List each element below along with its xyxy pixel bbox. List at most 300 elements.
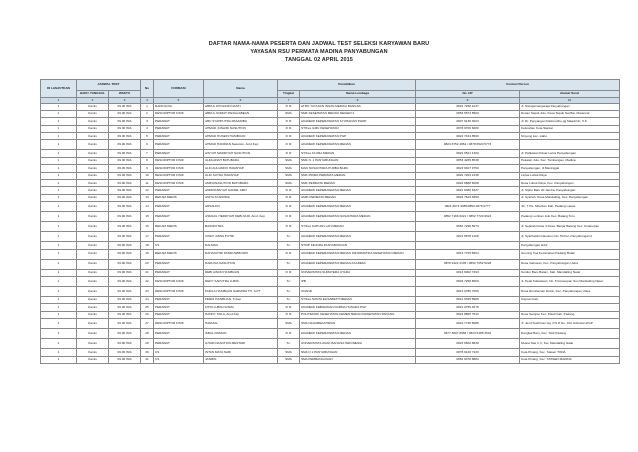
cell-no: 2 [141, 110, 154, 117]
cell-hari: Kamis [77, 194, 109, 201]
cell-formasi: PERAWAT [154, 259, 204, 269]
cell-nama: AISYAH MARDIYAH NASUTION [204, 150, 278, 157]
cell-no: 30 [141, 349, 154, 356]
cell-alamat: Jl. Sejarah Kelas 4 Desa. Banjar Batang Kec. Kotanopan [520, 222, 620, 232]
cell-no: 5 [141, 133, 154, 140]
cell-dl: 1 [41, 187, 77, 194]
report-header [0, 40, 638, 64]
cell-tingkat: SMA [278, 356, 300, 363]
cell-nama: AHMAD HADRIAN Nasution, Amd.Kep [204, 140, 278, 150]
cell-nama: AMINUNASUTION BATUBARA [204, 180, 278, 187]
cell-hari: Kamis [77, 110, 109, 117]
cell-hp: 0822 7258 8060 [416, 276, 520, 286]
cell-lembaga: AKADEMI KEPERAWATAN NUSANTARA MEDAN [300, 212, 416, 222]
table-row [41, 103, 620, 110]
table-row [41, 296, 620, 303]
cell-no: 10 [141, 172, 154, 179]
cell-alamat: Jl. Jend Sudirman Gg. P.S D No. 10A Gabusan PGP [520, 319, 620, 329]
cell-nama: ASMAUL HEDDIYAH DEBI NUR, Amd. Kep [204, 212, 278, 222]
table-row [41, 118, 620, 125]
cell-formasi: PERAWAT [154, 296, 204, 303]
cell-dl: 1 [41, 118, 77, 125]
cell-tingkat: D III [278, 150, 300, 157]
cell-formasi: DESCRIPTOR FISIK [154, 157, 204, 164]
cell-nama: ALFAUZIAH BATUBARA [204, 157, 278, 164]
cell-tingkat: D III [278, 304, 300, 311]
cell-hp: 0823 6500 8838 [416, 339, 520, 349]
cell-tingkat: D III [278, 187, 300, 194]
cell-tingkat: S I [278, 286, 300, 296]
cell-waktu: 09.00 Wib [109, 329, 141, 339]
cell-formasi: DESCRIPTOR FISIK [154, 172, 204, 179]
cell-lembaga: SMK PRIMA PERMATA MEDAN [300, 172, 416, 179]
table-row [41, 125, 620, 132]
cell-formasi: PERAWAT [154, 133, 204, 140]
cell-formasi: PERAWAT [154, 304, 204, 311]
col-pendidikan: Pendidikan [278, 80, 416, 91]
cell-tingkat: D III [278, 103, 300, 110]
cell-alamat: Dangkal Baru, Kec. Sirik Padang [520, 329, 620, 339]
cell-waktu: 09.00 Wib [109, 222, 141, 232]
cell-tingkat: D III [278, 125, 300, 132]
cell-lembaga: STIKes SANTA ELISABETH MEDAN [300, 296, 416, 303]
cell-tingkat: S I [278, 339, 300, 349]
cell-hari: Kamis [77, 133, 109, 140]
cell-waktu: 09.00 Wib [109, 311, 141, 318]
table-row [41, 232, 620, 242]
cell-lembaga: SMK PERMATA MEDAN [300, 180, 416, 187]
column-number: 3 [109, 98, 141, 104]
cell-formasi: REKAM MEDIS [154, 222, 204, 232]
col-no: No [141, 80, 154, 98]
cell-no: 3 [141, 118, 154, 125]
cell-nama: ALDI SUTRA HARAHAP [204, 172, 278, 179]
cell-alamat: Sinyong kec. siabu [520, 133, 620, 140]
cell-lembaga: AKADEMI KEPERAWATAN MEDAN [300, 202, 416, 212]
cell-nama: ANDRIANSYAH DANIEL AMN [204, 187, 278, 194]
cell-waktu: 09.00 Wib [109, 212, 141, 222]
participants-table [40, 79, 620, 364]
cell-dl: 1 [41, 172, 77, 179]
cell-nama: DALMAN [204, 242, 278, 249]
cell-tingkat: S I [278, 296, 300, 303]
cell-dl: 1 [41, 180, 77, 187]
cell-alamat: Jl. Syariah, Desa Mandailing, Kec. Panyabungan [520, 194, 620, 201]
cell-waktu: 09.00 Wib [109, 339, 141, 349]
cell-waktu: 09.00 Wib [109, 180, 141, 187]
cell-alamat: Gunung Tua Kecamatan Padang Bolak [520, 249, 620, 259]
table-row [41, 180, 620, 187]
table-body [41, 103, 620, 363]
cell-hp: 0813 7765 6604 [416, 249, 520, 259]
cell-alamat: Kota Pinang, Kec. Stasen TODA [520, 349, 620, 356]
cell-nama: HARIZAL [204, 319, 278, 329]
cell-waktu: 09.00 Wib [109, 242, 141, 249]
table-row [41, 110, 620, 117]
organization-name: YAYASAN RSU PERMATA MADINA PANYABUNGAN [250, 49, 388, 55]
table-row [41, 269, 620, 276]
cell-tingkat: D III [278, 212, 300, 222]
cell-alamat: Muara Tais II, II, Kel. Mandailing Natal [520, 339, 620, 349]
table-header [41, 80, 620, 104]
cell-nama: ARSALDO [204, 202, 278, 212]
cell-no: 28 [141, 329, 154, 339]
cell-alamat: Pekatan Julu, Kec. Tambangan, Madina [520, 157, 620, 164]
cell-waktu: 09.00 Wib [109, 140, 141, 150]
cell-hari: Kamis [77, 187, 109, 194]
cell-no: 13 [141, 194, 154, 201]
cell-lembaga: AKADEMI KEBIDANAN DARMA HUSADA PGP [300, 304, 416, 311]
cell-tingkat: SMA [278, 165, 300, 172]
cell-alamat: Kayuan Kab. [520, 296, 620, 303]
cell-lembaga: AKADEMI KEPERAWATAN MEDAN [300, 140, 416, 150]
table-row [41, 242, 620, 249]
table-row [41, 249, 620, 259]
cell-hari: Kamis [77, 222, 109, 232]
cell-alamat: Lintas Lubuk Raya [520, 172, 620, 179]
cell-hari: Kamis [77, 150, 109, 157]
cell-hp: 0807 6136 3023 [416, 118, 520, 125]
cell-no: 31 [141, 356, 154, 363]
cell-formasi: PERAWAT [154, 212, 204, 222]
cell-lembaga: AMIK PERMATA MEDAN [300, 194, 416, 201]
cell-formasi: DESCRIPTOR FISIK [154, 276, 204, 286]
cell-dl: 1 [41, 150, 77, 157]
cell-waktu: 09.00 Wib [109, 276, 141, 286]
column-number: 8 [300, 98, 416, 104]
table-row [41, 172, 620, 179]
cell-nama: HANNY SOLA, Amd.Kep [204, 311, 278, 318]
cell-dl: 1 [41, 194, 77, 201]
cell-formasi: PERAWAT [154, 329, 204, 339]
cell-hari: Kamis [77, 140, 109, 150]
cell-dl: 1 [41, 202, 77, 212]
cell-dl: 1 [41, 222, 77, 232]
cell-nama: DEBI AINUN HASIBUAN [204, 269, 278, 276]
cell-nama: DAHANUTRI PANDUWIBOWO [204, 249, 278, 259]
cell-dl: 1 [41, 311, 77, 318]
cell-lembaga: AKADEMI KEPERAWATAN PGP [300, 133, 416, 140]
cell-alamat: Desa Rumbaman Dolok, Kec. Panyabungan Utara [520, 286, 620, 296]
cell-nama: FITRI LUBIS NUNIM [204, 304, 278, 311]
cell-no: 14 [141, 202, 154, 212]
cell-tingkat: D III [278, 133, 300, 140]
cell-dl: 1 [41, 140, 77, 150]
cell-formasi: PERAWAT [154, 311, 204, 318]
cell-hari: Kamis [77, 157, 109, 164]
cell-waktu: 09.00 Wib [109, 187, 141, 194]
cell-hari: Kamis [77, 329, 109, 339]
cell-tingkat: D III [278, 140, 300, 150]
cell-hari: Kamis [77, 249, 109, 259]
cell-hp: 0822 7624 8350 [416, 194, 520, 201]
cell-waktu: 09.00 Wib [109, 304, 141, 311]
column-number: 7 [278, 98, 300, 104]
cell-formasi: DESCRIPTOR FISIK [154, 319, 204, 329]
cell-dl: 1 [41, 319, 77, 329]
cell-alamat: Jl. Sipiro Batu 20 Jamba, Panyabungan [520, 187, 620, 194]
cell-dl: 1 [41, 103, 77, 110]
cell-dl: 1 [41, 125, 77, 132]
cell-waktu: 09.00 Wib [109, 125, 141, 132]
cell-hp: 0878 9122 2135 / 0852 7652 5228 [416, 259, 520, 269]
cell-lembaga: SMA N 1 PANYABUNGAN [300, 349, 416, 356]
cell-nama: ILHAM NASUTION BESTARI [204, 339, 278, 349]
table-row [41, 202, 620, 212]
cell-formasi: PERAWAT [154, 125, 204, 132]
table-row [41, 222, 620, 232]
cell-tingkat: SMA [278, 157, 300, 164]
cell-waktu: 09.00 Wib [109, 110, 141, 117]
col-nama: Nama [204, 80, 278, 98]
cell-dl: 1 [41, 304, 77, 311]
cell-alamat: Desan Siquik Julu, Desa Siquik Nai Bai, Marancar [520, 110, 620, 117]
cell-lembaga: ATRO YAYASAN INSAN MEDIKA BANGSA [300, 103, 416, 110]
table-row [41, 286, 620, 296]
column-number: 6 [204, 98, 278, 104]
cell-dl: 1 [41, 242, 77, 249]
cell-no: 29 [141, 339, 154, 349]
cell-hp: 0822 7268 4237 [416, 103, 520, 110]
cell-hp: 0822 7204 2138 [416, 172, 520, 179]
cell-no: 23 [141, 286, 154, 296]
cell-no: 26 [141, 311, 154, 318]
cell-formasi: CS [154, 349, 204, 356]
cell-hp: 0852 7166 6021 / 0852 7729 9624 [416, 212, 520, 222]
cell-waktu: 09.00 Wib [109, 194, 141, 201]
cell-nama: BAIKIPUTRA [204, 222, 278, 232]
cell-waktu: 09.00 Wib [109, 133, 141, 140]
cell-tingkat: D III [278, 249, 300, 259]
cell-hp: 0812 6395 8908 [416, 296, 520, 303]
cell-alamat: Jl. Petal Kabulasan, No. 5 Kotasopan Sun Mandailing Natal [520, 276, 620, 286]
cell-hari: Kamis [77, 259, 109, 269]
cell-tingkat: SMA [278, 180, 300, 187]
cell-no: 11 [141, 180, 154, 187]
cell-formasi: DESCRIPTOR FISIK [154, 286, 204, 296]
col-tingkat: Tingkat [278, 91, 300, 98]
cell-alamat: Jl. Pahlawan Pasar Lama Panyabungan [520, 150, 620, 157]
cell-hari: Kamis [77, 212, 109, 222]
cell-nama: DEDY SAPUTRA LUBIS [204, 276, 278, 286]
cell-nama: JASMIN [204, 356, 278, 363]
cell-no: 4 [141, 125, 154, 132]
cell-dl: 1 [41, 276, 77, 286]
cell-tingkat: S I [278, 232, 300, 242]
cell-alamat: Jln. T Pa. Siboltum Kab. Padang Lawas [520, 202, 620, 212]
col-alamat: Alamat Surat [520, 91, 620, 98]
cell-waktu: 09.00 Wib [109, 319, 141, 329]
cell-hp: 0822 6868 6008 [416, 180, 520, 187]
table-row [41, 157, 620, 164]
cell-waktu: 09.00 Wib [109, 103, 141, 110]
cell-tingkat: SMA [278, 110, 300, 117]
cell-hp: 0821 6755 4575 [416, 304, 520, 311]
cell-hp: 0821 6673 4385/0852 0878 0777 [416, 202, 520, 212]
cell-hari: Kamis [77, 125, 109, 132]
cell-formasi: PERAWAT [154, 339, 204, 349]
col-hari-tanggal: HARI / TANGGAL [77, 91, 109, 98]
cell-alamat: Kota Pinang, Kec. STASEN MADINA [520, 356, 620, 363]
cell-lembaga: IPB [300, 276, 416, 286]
cell-tingkat: SMA [278, 319, 300, 329]
cell-lembaga: STIKes FLORA MEDAN [300, 150, 416, 157]
cell-alamat: Jl. Syarifuddin Nasution No. 50 Kel. Panyabungan II [520, 232, 620, 242]
cell-no: 6 [141, 140, 154, 150]
cell-hp: 0877 6697 8558 / 0823 6488 3616 [416, 329, 520, 339]
table-row [41, 329, 620, 339]
cell-hp: 0823 8865 7543 [416, 311, 520, 318]
cell-nama: FERDI HASIBUAN, S.Kep [204, 296, 278, 303]
cell-tingkat: S I [278, 259, 300, 269]
cell-hari: Kamis [77, 339, 109, 349]
cell-waktu: 09.00 Wib [109, 172, 141, 179]
col-nama-lembaga: Nama Lembaga [300, 91, 416, 98]
cell-no: 1 [141, 103, 154, 110]
cell-no: 7 [141, 150, 154, 157]
column-number: 5 [154, 98, 204, 104]
cell-hari: Kamis [77, 232, 109, 242]
cell-tingkat: D III [278, 311, 300, 318]
table-row [41, 133, 620, 140]
cell-lembaga: AKADEMI KEPERAWATAN MEDAN [300, 329, 416, 339]
cell-alamat: Kelurahan Kota Siantar [520, 125, 620, 132]
cell-no: 18 [141, 242, 154, 249]
cell-hp: 0878 6126 7229 [416, 349, 520, 356]
cell-lembaga: STIKes KAPUAN LAH MEDAN [300, 222, 416, 232]
cell-dl: 1 [41, 133, 77, 140]
cell-hp: 0852 7298 5973 [416, 222, 520, 232]
cell-hp [416, 242, 520, 249]
column-number: 9 [416, 98, 520, 104]
cell-nama: AHMAD JUNAIDI NASUTION [204, 125, 278, 132]
cell-nama: IKBAL FIRMAN [204, 329, 278, 339]
cell-lembaga: SMK N. 1 PANYABUNGAN [300, 157, 416, 164]
cell-hari: Kamis [77, 286, 109, 296]
col-formasi: FORMASI [154, 80, 204, 98]
cell-no: 15 [141, 212, 154, 222]
cell-no: 20 [141, 259, 154, 269]
cell-waktu: 09.00 Wib [109, 118, 141, 125]
cell-waktu: 09.00 Wib [109, 165, 141, 172]
cell-waktu: 09.00 Wib [109, 202, 141, 212]
cell-lembaga: SMA PEMBANGUNAN [300, 356, 416, 363]
table-row [41, 319, 620, 329]
cell-hari: Kamis [77, 180, 109, 187]
cell-lembaga: AKADEMI KEPERAWATAN MEDAN INFORMATIKA KESEHATAN MEDAN [300, 249, 416, 259]
cell-nama: AHMAD HUSEIN HASIBUAN [204, 133, 278, 140]
cell-alamat: Panyabungan, Jl.Maninggal [520, 165, 620, 172]
cell-waktu: 09.00 Wib [109, 296, 141, 303]
cell-waktu: 09.00 Wib [109, 269, 141, 276]
table-row [41, 276, 620, 286]
cell-hari: Kamis [77, 276, 109, 286]
cell-hp: 0813 6002 7393 [416, 269, 520, 276]
cell-lembaga: STKIP KEJORA PANYABUNGAN [300, 242, 416, 249]
cell-dl: 1 [41, 157, 77, 164]
cell-formasi: PERAWAT [154, 150, 204, 157]
cell-hari: Kamis [77, 118, 109, 125]
col-di-lanjutkan: DI LANJUTKAN [41, 80, 77, 98]
col-no-hp: No. HP [416, 91, 520, 98]
cell-hp: 0853 4265 8538 [416, 157, 520, 164]
cell-nama: FADILA HASIBUAN SARMIDA TH. S.PT [204, 286, 278, 296]
cell-no: 9 [141, 165, 154, 172]
cell-alamat: Desa Sampar Kec. Pisah Kab. Padang [520, 311, 620, 318]
table-row [41, 187, 620, 194]
cell-hp: 0821 6386 6327 [416, 187, 520, 194]
cell-waktu: 09.00 Wib [109, 232, 141, 242]
cell-lembaga: SMK KESEHATAN MEDAN NEGERI 2 [300, 110, 416, 117]
cell-waktu: 09.00 Wib [109, 249, 141, 259]
cell-dl: 1 [41, 249, 77, 259]
cell-hari: Kamis [77, 172, 109, 179]
col-waktu: WAKTU [109, 91, 141, 98]
cell-hari: Kamis [77, 311, 109, 318]
cell-hp: 0822 6521 1300 [416, 150, 520, 157]
cell-tingkat: S I [278, 276, 300, 286]
table-row [41, 349, 620, 356]
cell-waktu: 09.00 Wib [109, 157, 141, 164]
cell-dl: 1 [41, 286, 77, 296]
cell-lembaga: POLITEKNIK KESEHATAN KEMENTERIAN KESEHATAN PADANG [300, 311, 416, 318]
cell-hari: Kamis [77, 296, 109, 303]
cell-waktu: 09.00 Wib [109, 259, 141, 269]
cell-waktu: 09.00 Wib [109, 356, 141, 363]
cell-lembaga: SMA NAGAREKAHIRAN [300, 319, 416, 329]
cell-dl: 1 [41, 165, 77, 172]
cell-tingkat: D III [278, 194, 300, 201]
cell-tingkat: SMA [278, 172, 300, 179]
cell-lembaga: AKADEMI KEPERAWATAN MEDAN [300, 187, 416, 194]
cell-tingkat: D III [278, 269, 300, 276]
cell-no: 19 [141, 249, 154, 259]
cell-formasi: DESCRIPTOR FISIK [154, 180, 204, 187]
cell-formasi: PERAWAT [154, 269, 204, 276]
col-jadwal-test: JADWAL TEST [77, 80, 141, 91]
cell-hp: 0822 7434 8500 [416, 133, 520, 140]
cell-dl: 1 [41, 269, 77, 276]
table-row [41, 311, 620, 318]
cell-no: 21 [141, 269, 154, 276]
cell-waktu: 09.00 Wib [109, 286, 141, 296]
cell-dl: 1 [41, 110, 77, 117]
table-row [41, 194, 620, 201]
cell-no: 25 [141, 304, 154, 311]
cell-tingkat: D III [278, 329, 300, 339]
cell-dl: 1 [41, 232, 77, 242]
cell-alamat: Panyabungan kidul [520, 242, 620, 249]
cell-dl: 1 [41, 212, 77, 222]
cell-hari: Kamis [77, 165, 109, 172]
cell-formasi: PERAWAT [154, 202, 204, 212]
table-row [41, 259, 620, 269]
cell-nama: CINDY AZWA PUTRI [204, 232, 278, 242]
cell-no: 27 [141, 319, 154, 329]
cell-no: 16 [141, 222, 154, 232]
col-contact-person: Contact Person [416, 80, 620, 91]
cell-hari: Kamis [77, 349, 109, 356]
cell-formasi: DESCRIPTOR FISIK [154, 110, 204, 117]
cell-alamat: Desa Lubuk Raya, Kec. Panyabungan [520, 180, 620, 187]
cell-hp: 0823 6752 4864 / 0878 6520 5773 [416, 140, 520, 150]
cell-hari: Kamis [77, 319, 109, 329]
cell-alamat: Padang Lumban Julu Kec. Batang Toru [520, 212, 620, 222]
cell-formasi: DESCRIPTOR FISIK [154, 165, 204, 172]
cell-tingkat: D III [278, 222, 300, 232]
cell-tingkat: S I [278, 242, 300, 249]
cell-no: 22 [141, 276, 154, 286]
